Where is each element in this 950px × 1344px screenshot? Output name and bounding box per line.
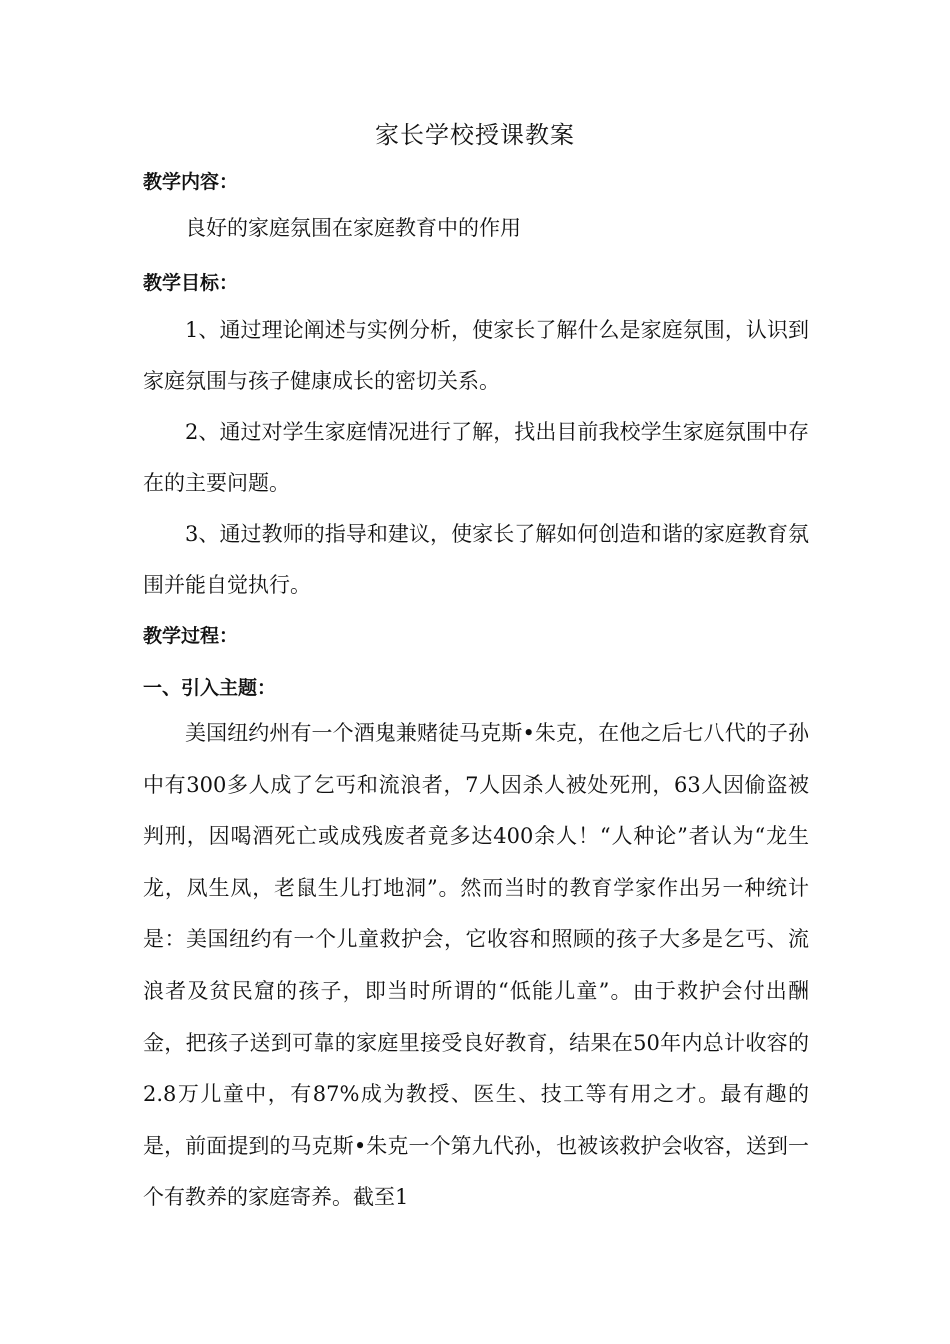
intro-topic-heading: 一、引入主题： [143, 677, 277, 699]
teaching-process-heading: 教学过程： [143, 625, 239, 647]
teaching-goal-1: 1、通过理论阐述与实例分析，使家长了解什么是家庭氛围，认识到家庭氛围与孩子健康成长的密切关系。 [143, 318, 809, 393]
intro-topic-text: 美国纽约州有一个酒鬼兼赌徒马克斯•朱克，在他之后七八代的子孙中有300多人成了乞丐和流浪者，7人因杀人被处死刑，63人因偷盗被判刑，因喝酒死亡或成残废者竟多达400余人！“人种论”者认为“龙生龙，凤生凤，老鼠生儿打地洞”。然而当时的教育学家作出另一种统计是：美国纽约有一个儿童救护会，它收容和照顾的孩子大多是乞丐、流浪者及贫民窟的孩子，即当时所谓的“低能儿童”。由于救护会付出酬金，把孩子送到可靠的家庭里接受良好教育，结果在50年内总计收容的2.8万儿童中，有87%成为教授、医生、技工等有用之才。最有趣的是，前面提到的马克斯•朱克一个第九代孙，也被该救护会收容，送到一个有教养的家庭寄养。截至1 [143, 721, 809, 1210]
teaching-goal-2: 2、通过对学生家庭情况进行了解，找出目前我校学生家庭氛围中存在的主要问题。 [143, 420, 809, 495]
teaching-content-text: 良好的家庭氛围在家庭教育中的作用 [185, 216, 521, 240]
teaching-goals-heading: 教学目标： [143, 272, 239, 294]
teaching-goal-3: 3、通过教师的指导和建议，使家长了解如何创造和谐的家庭教育氛围并能自觉执行。 [143, 522, 809, 597]
document-title: 家长学校授课教案 [375, 121, 575, 149]
teaching-content-heading: 教学内容： [143, 171, 239, 193]
